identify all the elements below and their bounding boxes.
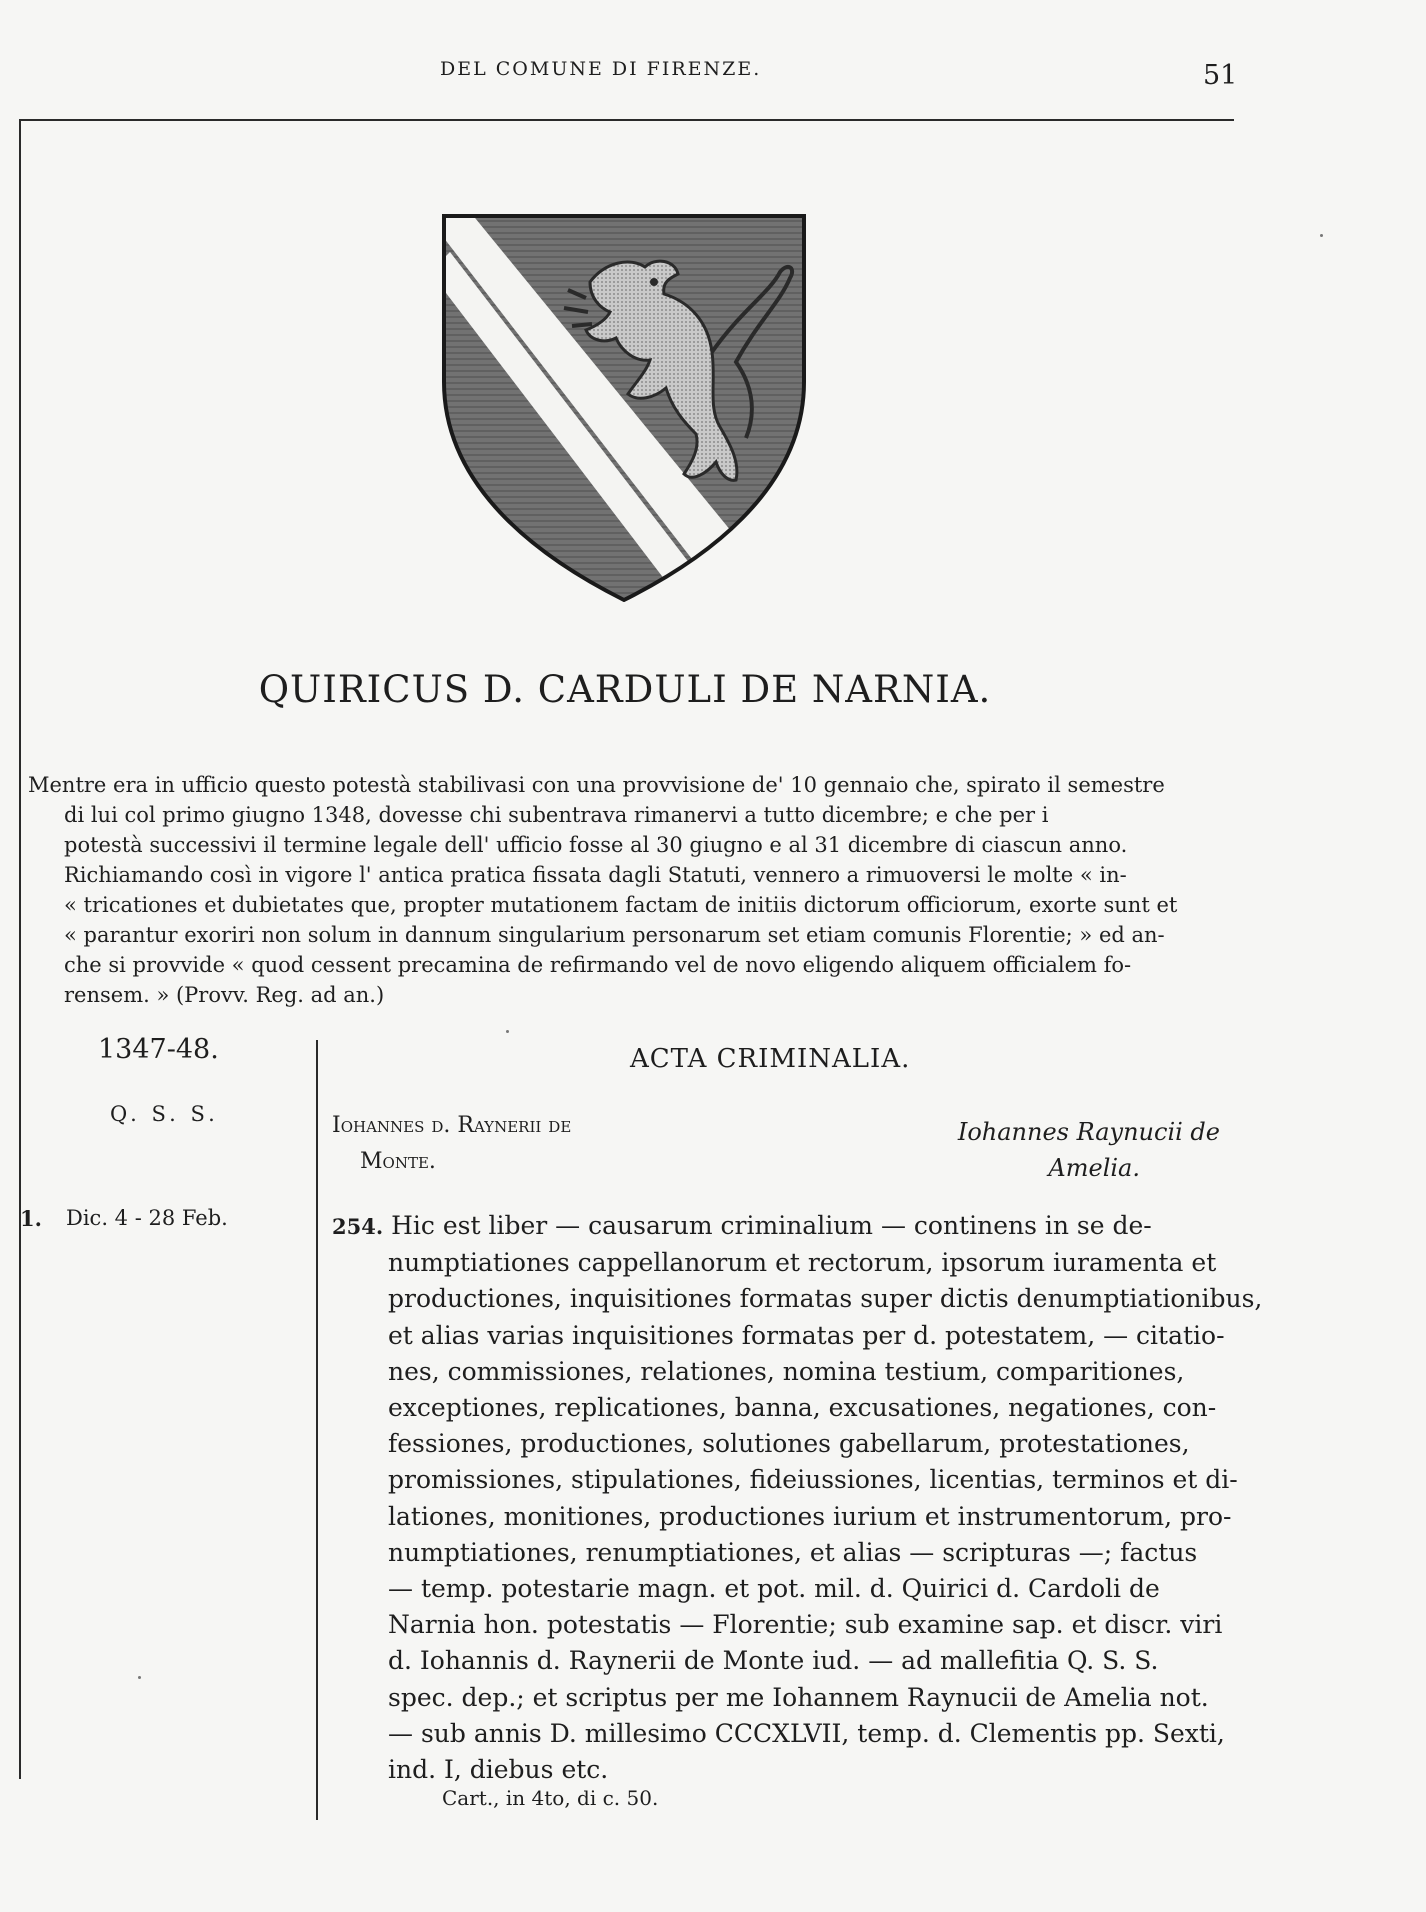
entry-line: et alias varias inquisitiones formatas per d. potestatem, — citatio- [388,1320,1225,1350]
judge-name-line: Iohannes d. Raynerii de [332,1113,572,1138]
page-number: 51 [1203,60,1238,91]
entry-line: nes, commissiones, relationes, nomina testium, comparitiones, [388,1356,1185,1386]
judge-name [332,1108,571,1180]
scan-speck [1320,234,1323,237]
entry-line: ind. I, diebus etc. [388,1755,609,1785]
intro-line: di lui col primo giugno 1348, dovesse chi subentrava rimanervi a tutto dicembre; e che per i [64,803,1049,827]
margin-entry-index: 1. [20,1206,42,1231]
margin-series: Q. S. S. [110,1102,219,1126]
top-rule [20,119,1234,121]
intro-line: « parantur exoriri non solum in dannum singularium personarum set etiam comunis Florentie; » ed an- [64,923,1165,947]
entry-line: d. Iohannis d. Raynerii de Monte iud. — ad mallefitia Q. S. S. [388,1646,1159,1676]
judge-name-line: Monte. [360,1149,436,1174]
coat-of-arms-shield [440,212,808,602]
left-margin-rule [19,119,21,1779]
page-title: QUIRICUS D. CARDULI DE NARNIA. [258,668,992,711]
notary-name-line: Iohannes Raynucii de [957,1118,1220,1146]
notary-name [900,1114,1220,1186]
entry-line: numptiationes cappellanorum et rectorum, ipsorum iuramenta et [388,1248,1217,1278]
intro-line: che si provvide « quod cessent precamina de refirmando vel de novo eligendo aliquem officialem fo- [64,953,1132,977]
entry-line: spec. dep.; et scriptus per me Iohannem Raynucii de Amelia not. [388,1682,1209,1712]
intro-line: potestà successivi il termine legale dell' ufficio fosse al 30 giugno e al 31 dicembre di ciascun anno. [64,833,1128,857]
notary-name-line: Amelia. [1048,1154,1140,1182]
margin-years: 1347-48. [98,1034,219,1065]
scan-speck [506,1030,509,1033]
entry-line: Narnia hon. potestatis — Florentie; sub examine sap. et discr. viri [388,1610,1223,1640]
running-head: DEL COMUNE DI FIRENZE. [440,58,762,80]
intro-line: Mentre era in ufficio questo potestà stabilivasi con una provvisione de' 10 gennaio che, spirato il semestre [28,773,1165,797]
margin-entry-dates: Dic. 4 - 28 Feb. [66,1206,228,1230]
entry-line: 254. Hic est liber — causarum criminalium — continens in se de- [332,1211,1152,1240]
entry-line: lationes, monitiones, productiones iurium et instrumentorum, pro- [388,1501,1232,1531]
entry-number: 254. [332,1214,384,1239]
entry-line: numptiationes, renumptiationes, et alias — scripturas —; factus [388,1537,1198,1567]
entry-footnote: Cart., in 4to, di c. 50. [442,1786,659,1810]
entry-line: — sub annis D. millesimo CCCXLVII, temp. d. Clementis pp. Sexti, [388,1718,1225,1748]
entry-line: productiones, inquisitiones formatas super dictis denumptiationibus, [388,1284,1263,1314]
intro-line: Richiamando così in vigore l' antica pratica fissata dagli Statuti, vennero a rimuoversi le molte « in- [64,863,1127,887]
scan-speck [138,1676,141,1679]
entry-line: — temp. potestarie magn. et pot. mil. d. Quirici d. Cardoli de [388,1574,1160,1604]
entry-line: exceptiones, replicationes, banna, excusationes, negationes, con- [388,1393,1217,1423]
section-title: ACTA CRIMINALIA. [630,1044,911,1074]
entry-line: fessiones, productiones, solutiones gabellarum, protestationes, [388,1429,1190,1459]
intro-line: « tricationes et dubietates que, propter mutationem factam de initiis dictorum officiorum, exorte sunt et [64,893,1178,917]
column-divider [316,1040,318,1820]
intro-paragraph [28,770,1228,1010]
entry-line: promissiones, stipulationes, fideiussiones, licentias, terminos et di- [388,1465,1238,1495]
entry-text [332,1208,1263,1788]
intro-line: rensem. » (Provv. Reg. ad an.) [64,983,385,1007]
